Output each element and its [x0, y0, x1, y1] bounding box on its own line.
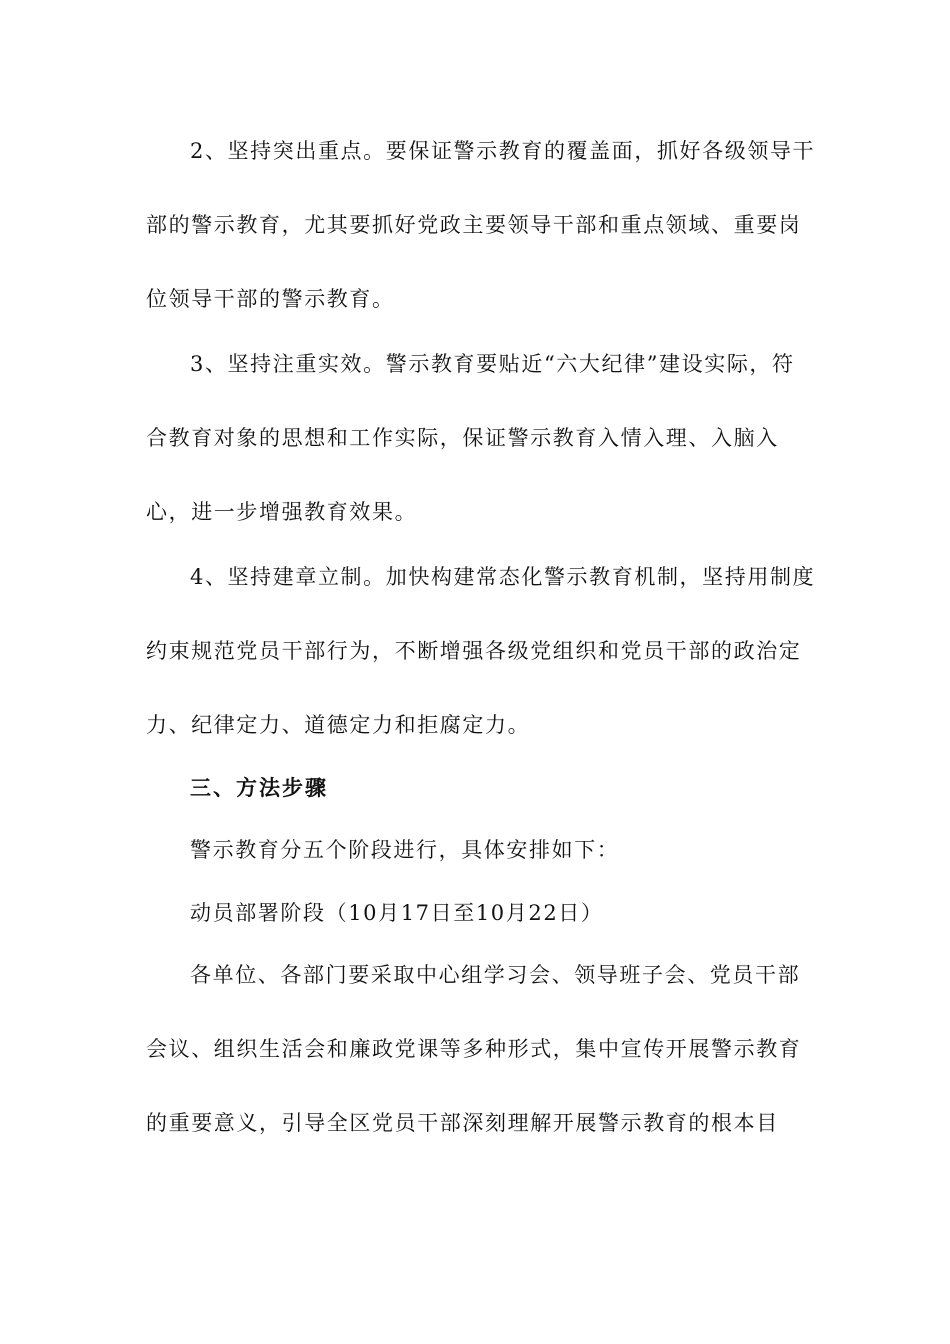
paragraph-2-line-3: 位领导干部的警示教育。 [146, 287, 395, 311]
paragraph-5-line-2: 会议、组织生活会和廉政党课等多种形式，集中宣传开展警示教育 [146, 1037, 802, 1061]
paragraph-3-line-3: 心，进一步增强教育效果。 [146, 500, 418, 524]
paragraph-5-line-3: 的重要意义，引导全区党员干部深刻理解开展警示教育的根本目 [146, 1111, 779, 1135]
paragraph-4-line-2: 约束规范党员干部行为，不断增强各级党组织和党员干部的政治定 [146, 639, 802, 663]
paragraph-2-line-1: 2、坚持突出重点。要保证警示教育的覆盖面，抓好各级领导干 [190, 139, 816, 163]
paragraph-4-line-1: 4、坚持建章立制。加快构建常态化警示教育机制，坚持用制度 [190, 565, 816, 589]
section-heading: 三、方法步骤 [190, 776, 328, 800]
paragraph-3-line-2: 合教育对象的思想和工作实际，保证警示教育入情入理、入脑入 [146, 426, 779, 450]
phase-title: 动员部署阶段（10月17日至10月22日） [190, 901, 604, 925]
intro-line: 警示教育分五个阶段进行，具体安排如下： [190, 838, 620, 862]
paragraph-4-line-3: 力、纪律定力、道德定力和拒腐定力。 [146, 713, 531, 737]
paragraph-3-line-1: 3、坚持注重实效。警示教育要贴近“六大纪律”建设实际，符 [190, 352, 795, 376]
paragraph-2-line-2: 部的警示教育，尤其要抓好党政主要领导干部和重点领域、重要岗 [146, 213, 802, 237]
paragraph-5-line-1: 各单位、各部门要采取中心组学习会、领导班子会、党员干部 [190, 963, 801, 987]
